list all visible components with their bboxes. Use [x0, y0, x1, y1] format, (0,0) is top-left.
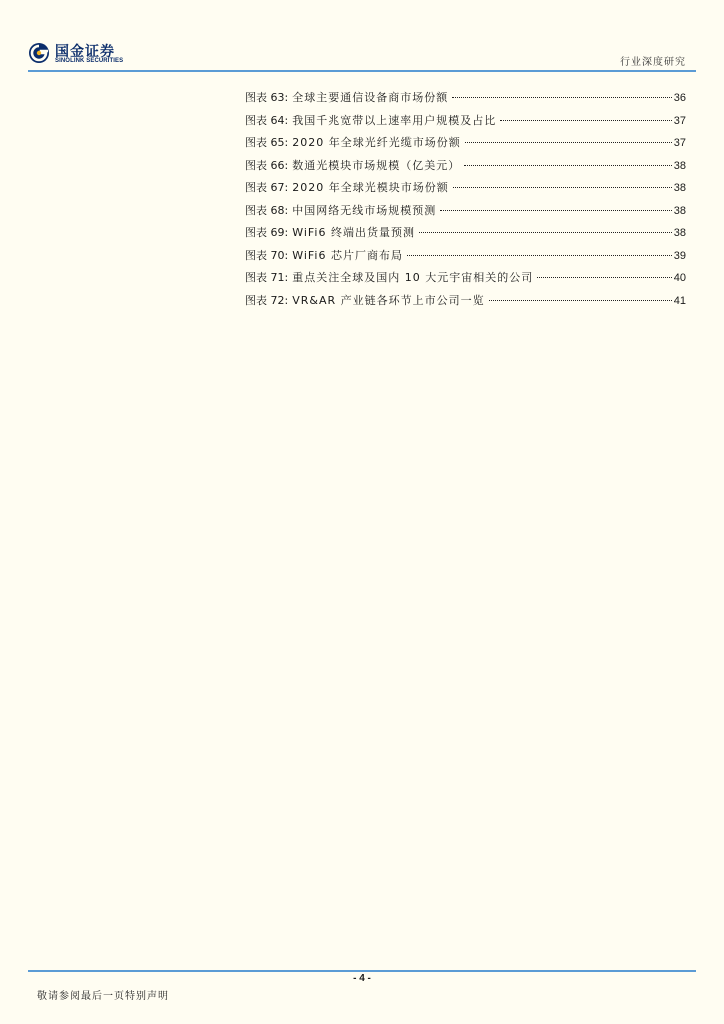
- toc-entry-page: 41: [673, 294, 686, 307]
- toc-dot-leader: [500, 120, 672, 121]
- toc-entry-label: 图表 64:: [245, 113, 289, 127]
- toc-entry[interactable]: [245, 200, 686, 223]
- header-divider: [28, 70, 696, 72]
- toc-entry[interactable]: [245, 110, 686, 133]
- toc-entry-page: 38: [673, 204, 686, 217]
- toc-dot-leader: [453, 187, 672, 188]
- toc-entry-title: 2020 年全球光纤光缆市场份额: [292, 136, 461, 149]
- toc-entry-title: 我国千兆宽带以上速率用户规模及占比: [292, 113, 497, 127]
- page-header: [0, 0, 724, 75]
- toc-entry-title: 全球主要通信设备商市场份额: [292, 91, 449, 104]
- company-logo: [28, 40, 132, 68]
- toc-entry-label: 图表 67:: [245, 181, 289, 194]
- toc-entry-title: WiFi6 终端出货量预测: [292, 226, 415, 239]
- toc-dot-leader: [452, 97, 672, 98]
- toc-entry-label: 图表 70:: [245, 248, 289, 262]
- toc-entry-page: 38: [673, 227, 686, 239]
- document-type: 行业深度研究: [620, 57, 686, 68]
- toc-dot-leader: [537, 277, 672, 278]
- toc-dot-leader: [489, 300, 672, 301]
- toc-entry-label: 图表 66:: [245, 158, 289, 172]
- toc-entry[interactable]: [245, 290, 686, 313]
- toc-entry[interactable]: [245, 222, 686, 245]
- toc-entry-page: 39: [673, 249, 686, 262]
- toc-entry-page: 38: [673, 182, 686, 194]
- toc-entry-label: 图表 72:: [245, 293, 289, 307]
- toc-entry[interactable]: [245, 155, 686, 178]
- toc-dot-leader: [407, 255, 672, 256]
- footer-divider: [28, 970, 696, 972]
- toc-entry-label: 图表 63:: [245, 91, 289, 104]
- toc-entry-label: 图表 65:: [245, 136, 289, 149]
- disclaimer-text: 敬请参阅最后一页特别声明: [37, 991, 169, 1002]
- toc-entry-label: 图表 69:: [245, 226, 289, 239]
- toc-entry[interactable]: [245, 267, 686, 290]
- toc-entry[interactable]: [245, 245, 686, 268]
- toc-entry[interactable]: [245, 177, 686, 200]
- toc-dot-leader: [465, 142, 672, 143]
- toc-entry-label: 图表 68:: [245, 203, 289, 217]
- logo-chinese-name: 国金证券: [55, 44, 115, 60]
- toc-entry-page: 37: [673, 137, 686, 149]
- toc-dot-leader: [440, 210, 672, 211]
- toc-entry-page: 38: [673, 159, 686, 172]
- toc-entry-title: WiFi6 芯片厂商布局: [292, 248, 403, 262]
- figure-index-list: [245, 87, 686, 312]
- toc-entry-title: 2020 年全球光模块市场份额: [292, 181, 449, 194]
- toc-entry-title: 中国网络无线市场规模预测: [292, 203, 437, 217]
- logo-english-name: SINOLINK SECURITIES: [55, 58, 124, 64]
- toc-entry-title: 数通光模块市场规模（亿美元）: [292, 158, 461, 172]
- toc-entry[interactable]: [245, 132, 686, 155]
- toc-entry-label: 图表 71:: [245, 271, 289, 284]
- toc-dot-leader: [419, 232, 672, 233]
- toc-entry-page: 40: [673, 272, 686, 284]
- toc-entry-title: 重点关注全球及国内 10 大元宇宙相关的公司: [292, 271, 534, 284]
- toc-entry-page: 36: [673, 92, 686, 104]
- logo-mark-icon: [28, 41, 50, 65]
- toc-entry[interactable]: [245, 87, 686, 110]
- page-number: - 4 -: [353, 973, 371, 984]
- toc-dot-leader: [464, 165, 672, 166]
- toc-entry-page: 37: [673, 114, 686, 127]
- toc-entry-title: VR&AR 产业链各环节上市公司一览: [292, 293, 485, 307]
